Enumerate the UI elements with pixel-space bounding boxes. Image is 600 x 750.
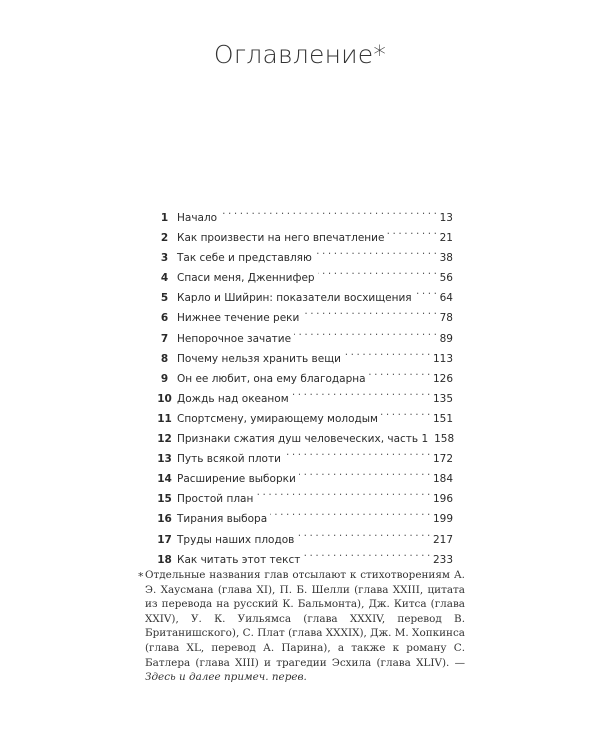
toc-page-number: 199 xyxy=(432,513,453,526)
toc-chapter-title: Нижнее течение реки xyxy=(177,312,300,325)
toc-chapter-title: Он ее любит, она ему благодарна xyxy=(177,372,366,385)
toc-chapter-number: 18 xyxy=(157,553,172,566)
toc-chapter-number: 6 xyxy=(160,312,169,325)
toc-chapter-number: 12 xyxy=(157,433,172,446)
toc-page-number: 233 xyxy=(432,553,453,566)
toc-dot-leader xyxy=(381,402,430,422)
toc-dot-leader xyxy=(294,322,437,342)
toc-chapter-title: Почему нельзя хранить вещи xyxy=(177,352,341,365)
toc-chapter-number: 11 xyxy=(157,412,172,425)
footnote-body: Отдельные названия глав отсылают к стихотворениям А. Э. Хаусмана (глава XI), П. Б. Шелли (глава XXIII, цитата из перевода на русский К. Бальмонта), Дж. Китса (глава XXIV), У. К. Уильямса (глава XXXIV, перевод В. Британишского), С. Плат (глава XXXIX), Дж. М. Хопкинса (глава XL, перевод А. Парина), а также к роману С. Батлера (глава XIII) и трагедии Эсхила (глава XLIV). — xyxy=(145,569,465,669)
toc-chapter-title: Спаси меня, Дженнифер xyxy=(177,272,315,285)
toc-chapter-title: Начало xyxy=(177,212,218,224)
toc-dot-leader xyxy=(315,241,437,261)
toc-chapter-number: 2 xyxy=(160,232,169,245)
toc-chapter-title: Простой план xyxy=(177,493,254,506)
toc-chapter-number: 14 xyxy=(157,473,172,486)
toc-page-number: 217 xyxy=(432,533,453,546)
table-of-contents xyxy=(153,201,455,566)
toc-dot-leader xyxy=(297,523,430,543)
toc-chapter-number: 1 xyxy=(160,212,169,224)
toc-chapter-number: 5 xyxy=(160,292,169,305)
toc-page-number: 13 xyxy=(439,212,453,224)
toc-dot-leader xyxy=(303,543,430,563)
toc-page-number: 64 xyxy=(439,292,453,305)
toc-dot-leader xyxy=(256,482,430,502)
toc-chapter-title: Карло и Шийрин: показатели восхищения xyxy=(177,292,412,305)
toc-page-number: 113 xyxy=(432,352,453,365)
toc-dot-leader xyxy=(302,301,436,321)
toc-chapter-number: 10 xyxy=(157,392,172,405)
toc-chapter-title: Труды наших плодов xyxy=(177,533,295,546)
toc-chapter-title: Тирания выбора xyxy=(177,513,268,526)
toc-dot-leader xyxy=(318,261,437,281)
toc-page-number: 135 xyxy=(432,392,453,405)
footnote-text xyxy=(145,568,465,685)
toc-dot-leader xyxy=(344,342,430,362)
toc-page-number: 56 xyxy=(439,272,453,285)
toc-chapter-number: 16 xyxy=(157,513,172,526)
toc-dot-leader xyxy=(387,221,436,241)
toc-page-number: 38 xyxy=(439,252,453,265)
toc-page-number: 126 xyxy=(432,372,453,385)
toc-dot-leader xyxy=(415,281,437,301)
toc-dot-leader xyxy=(292,382,430,402)
toc-chapter-title: Признаки сжатия душ человеческих, часть 1 xyxy=(177,433,429,446)
toc-dot-leader xyxy=(369,362,430,382)
toc-chapter-title: Как читать этот текст xyxy=(177,553,301,566)
toc-dot-leader xyxy=(270,502,430,522)
toc-chapter-title: Непорочное зачатие xyxy=(177,332,292,345)
toc-chapter-title: Расширение выборки xyxy=(177,473,296,486)
toc-chapter-title: Путь всякой плоти xyxy=(177,453,281,466)
toc-chapter-title: Так себе и представляю xyxy=(177,252,312,265)
toc-dot-leader xyxy=(284,442,430,462)
toc-chapter-title: Спортсмену, умирающему молодым xyxy=(177,412,378,425)
toc-entry[interactable] xyxy=(153,201,453,224)
toc-page-number: 78 xyxy=(439,312,453,325)
toc-dot-leader xyxy=(299,462,430,482)
toc-page-number: 89 xyxy=(439,332,453,345)
toc-page-number: 151 xyxy=(432,412,453,425)
toc-page-number: 172 xyxy=(432,453,453,466)
toc-chapter-number: 8 xyxy=(160,352,169,365)
footnote xyxy=(138,568,465,685)
toc-dot-leader xyxy=(220,201,437,221)
toc-chapter-title: Дождь над океаном xyxy=(177,392,289,405)
toc-chapter-number: 4 xyxy=(160,272,169,285)
footnote-translator-note: Здесь и далее примеч. перев. xyxy=(145,671,307,684)
footnote-marker: * xyxy=(138,570,144,583)
toc-chapter-number: 9 xyxy=(160,372,169,385)
toc-page-number: 158 xyxy=(434,433,455,446)
toc-page-number: 21 xyxy=(439,232,453,245)
toc-chapter-title: Как произвести на него впечатление xyxy=(177,232,385,245)
toc-page-number: 196 xyxy=(432,493,453,506)
toc-chapter-number: 13 xyxy=(157,453,172,466)
toc-chapter-number: 7 xyxy=(160,332,169,345)
page-title: Оглавление* xyxy=(213,40,387,69)
toc-chapter-number: 15 xyxy=(157,493,172,506)
toc-chapter-number: 3 xyxy=(160,252,169,265)
toc-page-number: 184 xyxy=(432,473,453,486)
toc-chapter-number: 17 xyxy=(157,533,172,546)
